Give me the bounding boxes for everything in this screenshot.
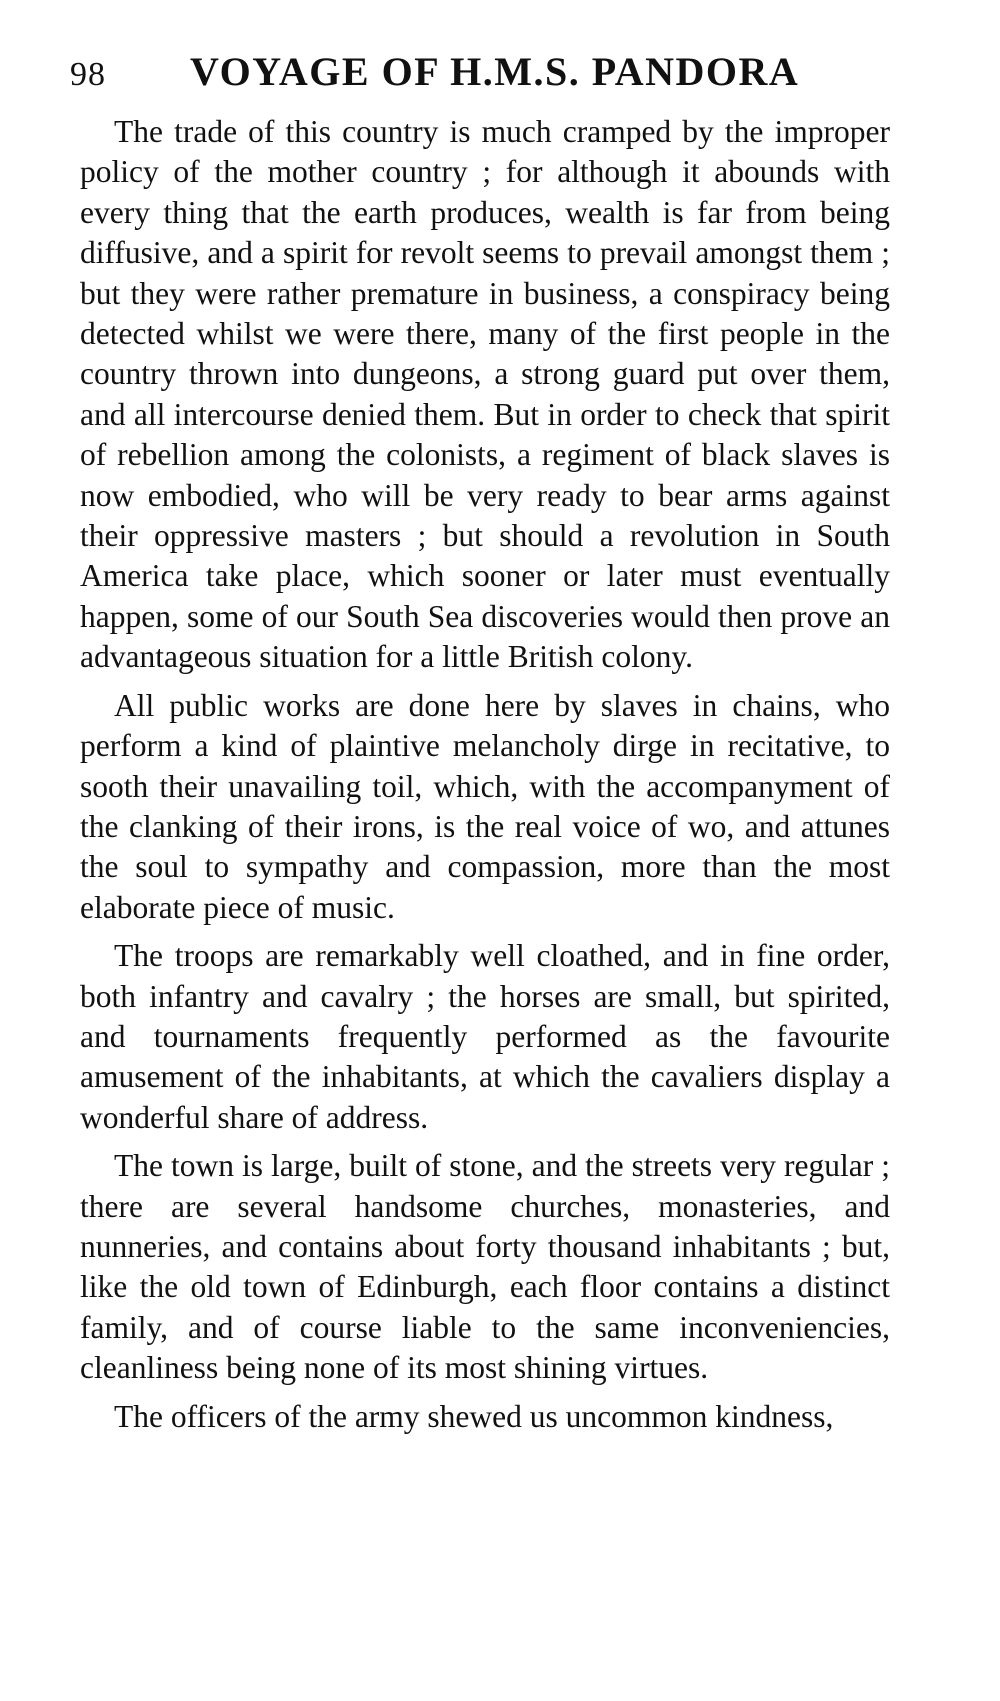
paragraph-town: The town is large, built of stone, and the streets very regular ; there are several handsome churches, monasteries, and nunneries, and contains about forty thousand inhabitants ; but, like the old town of Edinburgh, each floor contains a distinct family, and of course liable to the same inconveniencies, cleanliness being none of its most shining virtues. xyxy=(80,1148,890,1386)
body-text xyxy=(80,112,890,1445)
page-number: 98 xyxy=(70,56,106,93)
paragraph-officers: The officers of the army shewed us uncommon kindness, xyxy=(114,1398,834,1434)
paragraph-troops: The troops are remarkably well cloathed, and in fine order, both infantry and cavalry ; the horses are small, but spirited, and tournaments frequently performed as the favourite amusement of the inhabitants, at which the cavaliers display a wonderful share of address. xyxy=(80,938,890,1135)
page-header xyxy=(70,42,890,102)
paragraph-trade: The trade of this country is much cramped by the improper policy of the mother country ; for although it abounds with every thing that the earth produces, wealth is far from being diffusive, and a spirit for revolt seems to prevail amongst them ; but they were rather premature in business, a conspiracy being detected whilst we were there, many of the first people in the country thrown into dungeons, a strong guard put over them, and all intercourse denied them. But in order to check that spirit of rebellion among the colonists, a regiment of black slaves is now embodied, who will be very ready to bear arms against their oppressive masters ; but should a revolution in South America take place, which sooner or later must eventually happen, some of our South Sea discoveries would then prove an advantageous situation for a little British colony. xyxy=(80,114,890,675)
running-title: VOYAGE OF H.M.S. PANDORA xyxy=(190,49,800,94)
paragraph-public-works: All public works are done here by slaves in chains, who perform a kind of plaintive melancholy dirge in recitative, to sooth their unavailing toil, which, with the accompanyment of the clanking of their irons, is the real voice of wo, and attunes the soul to sympathy and compassion, more than the most elaborate piece of music. xyxy=(80,687,890,925)
